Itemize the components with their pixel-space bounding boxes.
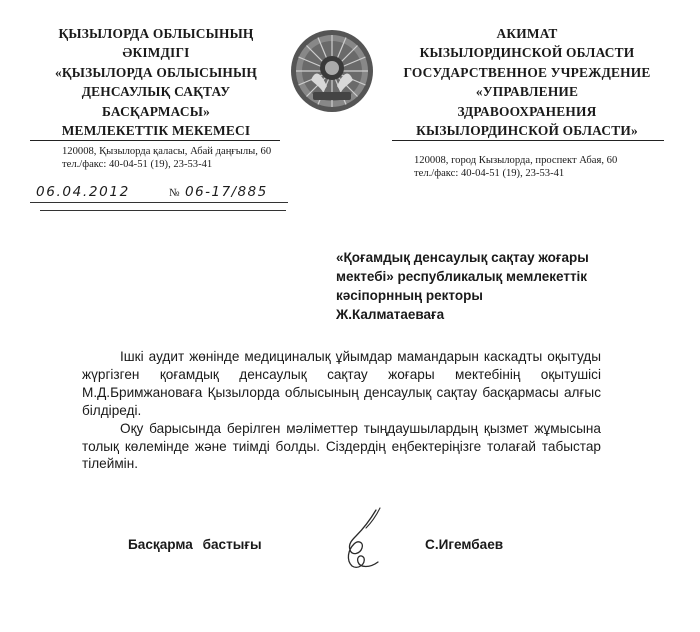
address-left xyxy=(62,146,271,171)
addressee-block xyxy=(336,248,589,324)
address-left-line: 120008, Қызылорда қаласы, Абай даңғылы, 60 xyxy=(62,146,272,157)
addressee-line: кәсіпорнның ректоры xyxy=(336,288,483,303)
header-left-line: БАСҚАРМАСЫ» xyxy=(101,103,210,119)
addressee-line: Ж.Калматаеваға xyxy=(336,307,445,322)
header-right-line: ГОСУДАРСТВЕННОЕ УЧРЕЖДЕНИЕ xyxy=(403,64,651,80)
header-left-kazakh xyxy=(30,24,282,140)
header-left-line: ДЕНСАУЛЫҚ САҚТАУ xyxy=(81,84,231,100)
reference-date: 06.04.2012 xyxy=(36,184,130,200)
header-left-line: ӘКІМДІГІ xyxy=(122,45,190,61)
signatory-name: С.Игембаев xyxy=(425,537,504,552)
address-right-line: 120008, город Кызылорда, проспект Абая, 60 xyxy=(414,155,618,166)
addressee-line: «Қоғамдық денсаулық сақтау жоғары xyxy=(336,250,589,265)
header-rule-left xyxy=(30,140,280,141)
addressee-line: мектебі» республикалық мемлекеттік xyxy=(336,269,588,284)
address-right-line: тел./факс: 40-04-51 (19), 23-53-41 xyxy=(414,167,565,179)
address-left-line: тел./факс: 40-04-51 (19), 23-53-41 xyxy=(62,158,213,170)
body-paragraph: Ішкі аудит жөнінде медициналық ұйымдар мамандарын каскадты оқытуды жүргізген қоғамдық денсаулық сақтау жоғары мектебінің оқытушісі М.Д.Бримжановаға Қызылорда облысының денсаулық сақтау басқармасы алғыс білдіреді. xyxy=(82,349,601,418)
header-right-line: ЗДРАВООХРАНЕНИЯ xyxy=(457,103,597,119)
header-right-line: КЫЗЫЛОРДИНСКОЙ ОБЛАСТИ» xyxy=(416,123,638,139)
header-right-line: КЫЗЫЛОРДИНСКОЙ ОБЛАСТИ xyxy=(419,45,635,61)
reference-number-sign: № xyxy=(169,187,180,199)
reference-underline xyxy=(30,202,288,203)
signatory-title: Басқарма бастығы xyxy=(128,537,262,552)
address-right xyxy=(414,155,617,180)
header-left-line: «ҚЫЗЫЛОРДА ОБЛЫСЫНЫҢ xyxy=(54,64,257,80)
header-right-line: АКИМАТ xyxy=(496,26,558,41)
body-paragraph: Оқу барысында берілген мәліметтер тыңдаушылардың қызмет жұмысына толық көлемінде және тиімді болды. Сіздердің еңбектеріңізге толағай табыстар тілеймін. xyxy=(82,420,601,472)
header-rule-right xyxy=(392,140,664,141)
letter-body xyxy=(82,348,601,473)
handwritten-signature xyxy=(336,506,396,574)
state-emblem-icon xyxy=(289,28,375,114)
header-right-line: «УПРАВЛЕНИЕ xyxy=(475,84,579,100)
header-left-line: МЕМЛЕКЕТТІК МЕКЕМЕСІ xyxy=(61,123,251,139)
outgoing-reference xyxy=(36,184,296,218)
header-left-line: ҚЫЗЫЛОРДА ОБЛЫСЫНЫҢ xyxy=(58,26,254,41)
header-right-russian xyxy=(382,24,672,140)
reference-number: 06-17/885 xyxy=(185,184,268,200)
reference-underline xyxy=(40,210,286,211)
